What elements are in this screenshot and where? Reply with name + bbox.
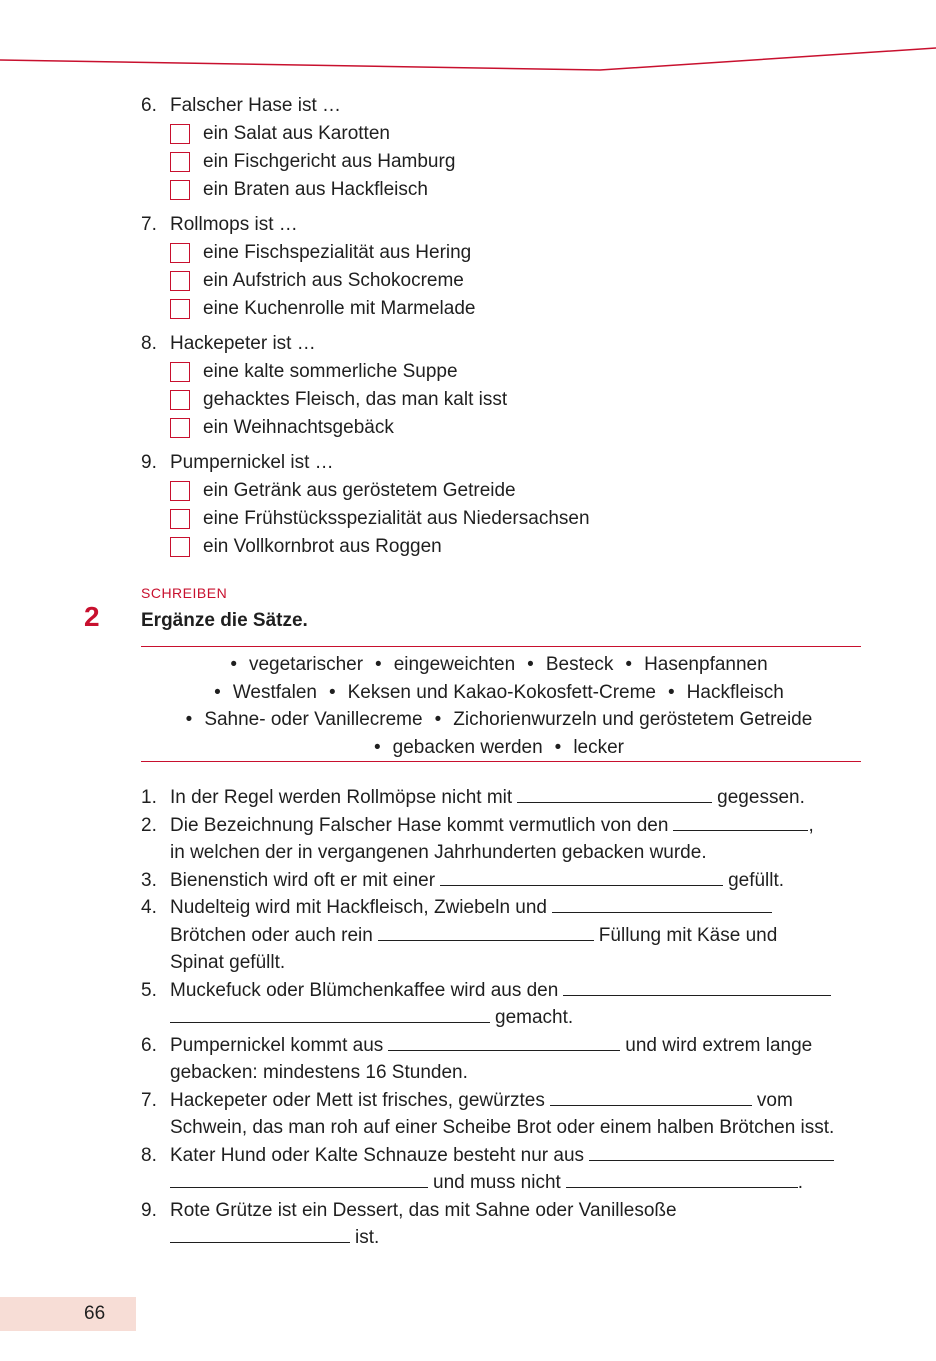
answer-option[interactable]	[170, 120, 841, 148]
answer-option[interactable]	[170, 295, 841, 323]
sentence-number: 6.	[141, 1034, 157, 1056]
answer-blank[interactable]	[440, 867, 723, 886]
answer-option[interactable]	[170, 358, 841, 386]
sentence-text: in welchen der in vergangenen Jahrhunderten gebacken wurde.	[170, 842, 707, 863]
checkbox[interactable]	[170, 390, 190, 410]
sentence-7	[141, 1087, 861, 1115]
option-label: ein Aufstrich aus Schokocreme	[203, 270, 464, 291]
sentence-number: 5.	[141, 979, 157, 1001]
sentence-text: Schwein, das man roh auf einer Scheibe Brot oder einem halben Brötchen isst.	[170, 1117, 835, 1138]
sentence-number: 9.	[141, 1199, 157, 1221]
sentence-text: Hackepeter oder Mett ist frisches, gewürztes	[170, 1089, 545, 1111]
multiple-choice-list	[141, 92, 841, 568]
checkbox[interactable]	[170, 509, 190, 529]
checkbox[interactable]	[170, 124, 190, 144]
sentence-text: gebacken: mindestens 16 Stunden.	[170, 1062, 468, 1083]
sentence-number: 3.	[141, 869, 157, 891]
sentence-5	[141, 977, 861, 1005]
bullet-icon: •	[374, 736, 381, 758]
word-bank-item: vegetarischer	[248, 654, 364, 675]
answer-option[interactable]	[170, 176, 841, 204]
word-bank-item: Westfalen	[232, 681, 317, 703]
checkbox[interactable]	[170, 152, 190, 172]
page-number-tab	[0, 1297, 136, 1331]
word-bank-item: gebacken werden	[392, 736, 543, 758]
sentence-text: Kater Hund oder Kalte Schnauze besteht nur aus	[170, 1144, 585, 1166]
sentence-text: vom	[756, 1089, 793, 1111]
answer-option[interactable]	[170, 148, 841, 176]
sentence-text: Bienenstich wird oft er mit einer	[170, 869, 436, 891]
sentence-number: 4.	[141, 897, 157, 918]
sentence-5-cont	[141, 1004, 861, 1032]
sentence-7-cont	[141, 1114, 861, 1142]
sentence-8-cont	[141, 1169, 861, 1197]
option-label: ein Salat aus Karotten	[203, 123, 390, 144]
answer-option[interactable]	[170, 267, 841, 295]
sentence-1	[141, 784, 861, 812]
answer-blank[interactable]	[378, 922, 594, 941]
option-label: eine Kuchenrolle mit Marmelade	[203, 298, 476, 319]
word-bank-item: Sahne- oder Vanillecreme	[204, 709, 423, 730]
quiz-question	[141, 92, 841, 204]
answer-blank[interactable]	[673, 812, 808, 831]
quiz-question	[141, 211, 841, 323]
sentence-text: und wird extrem lange	[625, 1034, 813, 1056]
question-text: Pumpernickel ist …	[170, 452, 334, 473]
checkbox[interactable]	[170, 271, 190, 291]
checkbox[interactable]	[170, 362, 190, 382]
answer-option[interactable]	[170, 505, 841, 533]
section-kicker: SCHREIBEN	[141, 585, 228, 601]
word-bank-line	[141, 734, 861, 762]
sentence-8	[141, 1142, 861, 1170]
answer-blank[interactable]	[170, 1004, 490, 1023]
bullet-icon: •	[625, 654, 633, 675]
option-label: eine kalte sommerliche Suppe	[203, 361, 458, 382]
answer-blank[interactable]	[552, 894, 772, 913]
sentence-9	[141, 1197, 861, 1225]
question-number: 8.	[141, 333, 157, 354]
bullet-icon: •	[375, 654, 382, 675]
option-label: gehacktes Fleisch, das man kalt isst	[203, 389, 508, 410]
word-bank-item: Hasenpfannen	[644, 654, 768, 675]
sentence-number: 2.	[141, 814, 157, 836]
quiz-question	[141, 449, 841, 561]
bullet-icon: •	[554, 736, 562, 758]
question-number: 7.	[141, 214, 157, 235]
question-stem	[141, 449, 841, 477]
exercise-instruction: Ergänze die Sätze.	[141, 610, 308, 631]
answer-option[interactable]	[170, 414, 841, 442]
bullet-icon: •	[230, 654, 237, 675]
sentence-text: Füllung mit Käse und	[598, 924, 778, 946]
word-bank-line	[141, 651, 861, 679]
bullet-icon: •	[434, 709, 442, 730]
sentence-text: ,	[808, 814, 814, 836]
question-number: 6.	[141, 95, 157, 116]
sentence-text: gemacht.	[495, 1007, 574, 1028]
checkbox[interactable]	[170, 299, 190, 319]
checkbox[interactable]	[170, 537, 190, 557]
sentence-6-cont	[141, 1059, 861, 1087]
fill-in-sentences	[141, 784, 861, 1252]
answer-blank[interactable]	[170, 1224, 350, 1243]
question-stem	[141, 92, 841, 120]
sentence-text: und muss nicht	[433, 1172, 561, 1193]
answer-blank[interactable]	[566, 1169, 798, 1188]
checkbox[interactable]	[170, 243, 190, 263]
option-label: ein Getränk aus geröstetem Getreide	[203, 480, 516, 501]
exercise-number: 2	[84, 601, 100, 632]
sentence-3	[141, 867, 861, 895]
answer-option[interactable]	[170, 386, 841, 414]
top-decorative-rule	[0, 0, 936, 80]
option-label: ein Vollkornbrot aus Roggen	[203, 536, 442, 557]
sentence-text: Spinat gefüllt.	[170, 952, 286, 973]
word-bank	[141, 646, 861, 762]
question-text: Rollmops ist …	[170, 214, 298, 235]
answer-option[interactable]	[170, 477, 841, 505]
question-stem	[141, 211, 841, 239]
bullet-icon: •	[527, 654, 534, 675]
question-stem	[141, 330, 841, 358]
answer-blank[interactable]	[517, 784, 712, 803]
answer-blank[interactable]	[563, 977, 831, 996]
word-bank-item: eingeweichten	[393, 654, 516, 675]
sentence-2-cont	[141, 839, 861, 867]
sentence-text: Muckefuck oder Blümchenkaffee wird aus den	[170, 979, 559, 1001]
page-number: 66	[84, 1303, 106, 1324]
sentence-text: ist.	[355, 1227, 380, 1248]
bullet-icon: •	[214, 681, 221, 703]
option-label: ein Braten aus Hackfleisch	[203, 179, 428, 200]
word-bank-line	[141, 679, 861, 707]
answer-blank[interactable]	[170, 1169, 428, 1188]
quiz-question	[141, 330, 841, 442]
question-number: 9.	[141, 452, 157, 473]
option-label: ein Weihnachtsgebäck	[203, 417, 394, 438]
question-text: Falscher Hase ist …	[170, 95, 342, 116]
option-label: eine Frühstücksspezialität aus Niedersachsen	[203, 508, 590, 529]
sentence-text: Rote Grütze ist ein Dessert, das mit Sahne oder Vanillesoße	[170, 1199, 677, 1221]
sentence-text: gefüllt.	[728, 869, 785, 891]
question-text: Hackepeter ist …	[170, 333, 316, 354]
checkbox[interactable]	[170, 418, 190, 438]
sentence-text: Brötchen oder auch rein	[170, 924, 373, 946]
checkbox[interactable]	[170, 481, 190, 501]
sentence-text: Nudelteig wird mit Hackfleisch, Zwiebeln und	[170, 897, 547, 918]
bullet-icon: •	[328, 681, 336, 703]
sentence-6	[141, 1032, 861, 1060]
bullet-icon: •	[668, 681, 675, 703]
word-bank-item: Besteck	[545, 654, 614, 675]
sentence-number: 7.	[141, 1089, 157, 1111]
answer-blank[interactable]	[589, 1142, 834, 1161]
sentence-text: .	[797, 1172, 804, 1193]
bullet-icon: •	[185, 709, 193, 730]
word-bank-item: Keksen und Kakao-Kokosfett-Creme	[347, 681, 657, 703]
sentence-number: 1.	[141, 787, 157, 808]
sentence-text: Pumpernickel kommt aus	[170, 1034, 384, 1056]
checkbox[interactable]	[170, 180, 190, 200]
answer-option[interactable]	[170, 239, 841, 267]
sentence-2	[141, 812, 861, 840]
word-bank-item: lecker	[573, 736, 624, 758]
word-bank-item: Hackfleisch	[686, 681, 784, 703]
word-bank-item: Zichorienwurzeln und geröstetem Getreide	[453, 709, 813, 730]
option-label: ein Fischgericht aus Hamburg	[203, 151, 456, 172]
option-label: eine Fischspezialität aus Hering	[203, 242, 472, 263]
sentence-text: gegessen.	[717, 787, 805, 808]
answer-option[interactable]	[170, 533, 841, 561]
sentence-4-cont	[141, 949, 861, 977]
answer-blank[interactable]	[388, 1032, 620, 1051]
sentence-4-cont	[141, 922, 861, 950]
sentence-4	[141, 894, 861, 922]
answer-blank[interactable]	[550, 1087, 752, 1106]
sentence-9-cont	[141, 1224, 861, 1252]
sentence-number: 8.	[141, 1144, 157, 1166]
word-bank-line	[141, 706, 861, 734]
sentence-text: Die Bezeichnung Falscher Hase kommt vermutlich von den	[170, 814, 669, 836]
sentence-text: In der Regel werden Rollmöpse nicht mit	[170, 787, 513, 808]
